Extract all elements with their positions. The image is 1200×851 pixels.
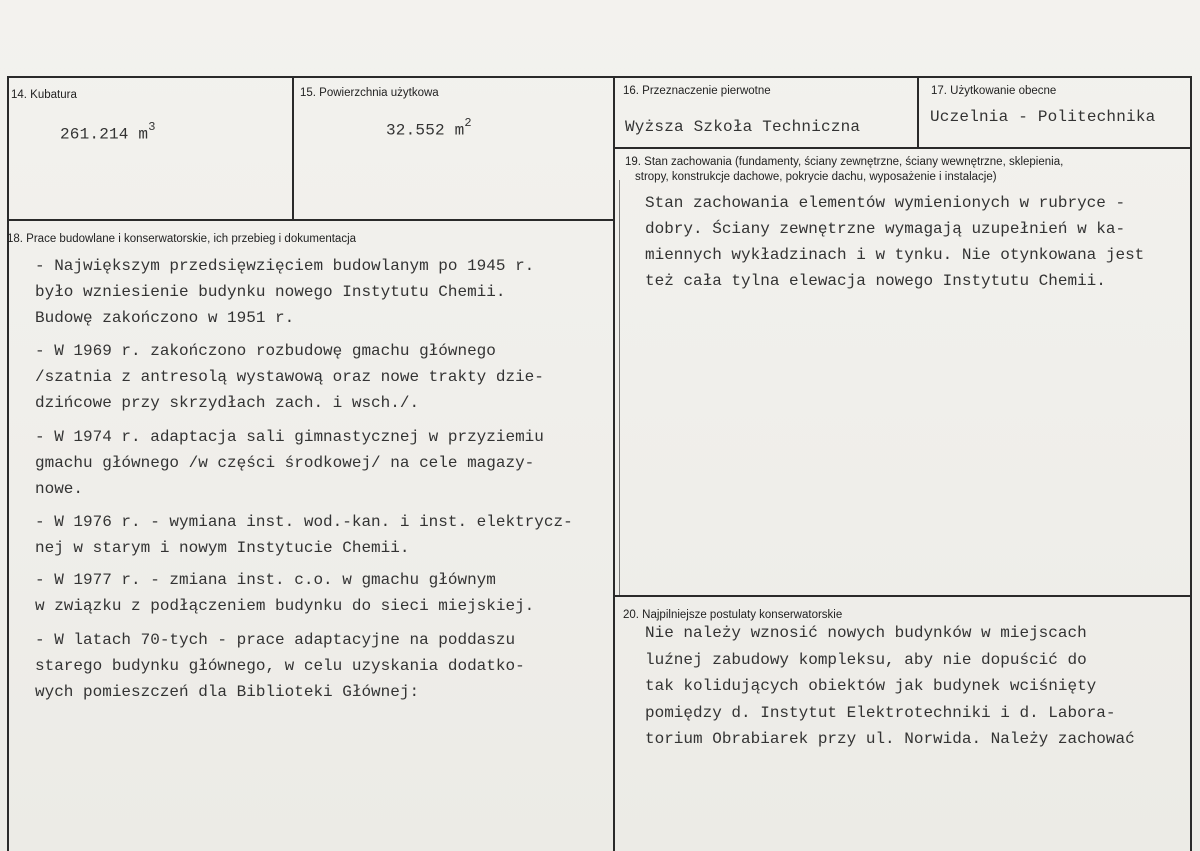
field-17-value: Uczelnia - Politechnika xyxy=(930,108,1156,126)
field-18-line: - W 1969 r. zakończono rozbudowę gmachu głównego xyxy=(35,342,496,360)
right-rule xyxy=(1190,76,1192,851)
field-15-value-text: 32.552 m xyxy=(386,121,465,140)
field-18-item xyxy=(35,510,573,562)
top-rule xyxy=(7,76,1192,78)
field-17-label: 17. Użytkowanie obecne xyxy=(931,85,1057,97)
field-14-label: 14. Kubatura xyxy=(11,89,77,101)
field-18-label: 18. Prace budowlane i konserwatorskie, ich przebieg i dokumentacja xyxy=(7,233,357,245)
field-18-line: w związku z podłączeniem budynku do sieci miejskiej. xyxy=(35,596,535,615)
field-18-line: Budowę zakończono w 1951 r. xyxy=(35,308,295,327)
divider-14-15 xyxy=(292,76,294,221)
field-18-line: było wzniesienie budynku nowego Instytutu Chemii. xyxy=(35,282,506,301)
field-18-line: - W 1977 r. - zmiana inst. c.o. w gmachu głównym xyxy=(35,571,496,589)
divider-middle xyxy=(613,76,615,851)
field-14-unit-exponent: 3 xyxy=(148,120,156,134)
field-20-line: luźnej zabudowy kompleksu, aby nie dopuścić do xyxy=(645,650,1087,669)
field-18-item xyxy=(35,254,534,331)
field-18-line: nej w starym i nowym Instytucie Chemii. xyxy=(35,538,410,557)
field-19-line: też cała tylna elewacja nowego Instytutu Chemii. xyxy=(645,272,1106,290)
field-18-line: gmachu głównego /w części środkowej/ na cele magazy- xyxy=(35,453,535,472)
field-20-label: 20. Najpilniejsze postulaty konserwatorskie xyxy=(623,609,843,621)
field-18-item xyxy=(35,425,544,502)
field-15-unit-exponent: 2 xyxy=(464,116,472,130)
field-20-line: pomiędzy d. Instytut Elektrotechniki i d. Labora- xyxy=(645,703,1116,722)
rule-above-20 xyxy=(615,595,1192,597)
field-18-line: - W latach 70-tych - prace adaptacyjne na poddaszu xyxy=(35,631,516,649)
field-18-line: starego budynku głównego, w celu uzyskania dodatko- xyxy=(35,656,525,675)
field-20-line: tak kolidujących obiektów jak budynek wciśnięty xyxy=(645,677,1097,695)
divider-16-17 xyxy=(917,76,919,148)
field-19-label-line-2: stropy, konstrukcje dachowe, pokrycie dachu, wyposażenie i instalacje) xyxy=(635,171,997,183)
field-20-line: Nie należy wznosić nowych budynków w miejscach xyxy=(645,624,1087,642)
field-14-value xyxy=(60,122,156,143)
rule-below-14-15 xyxy=(7,219,615,221)
field-19-text xyxy=(645,190,1144,294)
field-18-line: dzińcowe przy skrzydłach zach. i wsch./. xyxy=(35,393,420,412)
field-18-line: wych pomieszczeń dla Biblioteki Głównej: xyxy=(35,682,420,701)
field-18-item xyxy=(35,628,525,705)
field-20-text xyxy=(645,620,1135,753)
field-20-line: torium Obrabiarek przy ul. Norwida. Należy zachować xyxy=(645,730,1135,748)
left-rule xyxy=(7,76,9,851)
rule-below-16-17 xyxy=(615,147,1192,149)
field-19-label-line-1: 19. Stan zachowania (fundamenty, ściany zewnętrzne, ściany wewnętrzne, sklepienia, xyxy=(625,156,1064,168)
field-18-line: - W 1976 r. - wymiana inst. wod.-kan. i inst. elektrycz- xyxy=(35,513,573,531)
field-15-label: 15. Powierzchnia użytkowa xyxy=(300,87,439,99)
field-18-line: nowe. xyxy=(35,479,84,498)
field-19-line: miennych wykładzinach i w tynku. Nie otynkowana jest xyxy=(645,246,1145,264)
field-16-label: 16. Przeznaczenie pierwotne xyxy=(623,85,771,97)
inner-rule-19 xyxy=(619,180,620,595)
field-15-value xyxy=(386,118,472,139)
field-18-line: - W 1974 r. adaptacja sali gimnastycznej w przyziemiu xyxy=(35,428,544,446)
field-18-line: - Największym przedsięwzięciem budowlanym po 1945 r. xyxy=(35,257,535,275)
field-18-line: /szatnia z antresolą wystawową oraz nowe trakty dzie- xyxy=(35,367,544,386)
field-18-item xyxy=(35,339,544,416)
field-16-value: Wyższa Szkoła Techniczna xyxy=(625,118,861,136)
field-18-item xyxy=(35,568,534,620)
field-19-line: Stan zachowania elementów wymienionych w rubryce - xyxy=(645,194,1126,212)
field-19-line: dobry. Ściany zewnętrzne wymagają uzupełnień w ka- xyxy=(645,220,1126,238)
field-14-value-text: 261.214 m xyxy=(60,125,149,144)
